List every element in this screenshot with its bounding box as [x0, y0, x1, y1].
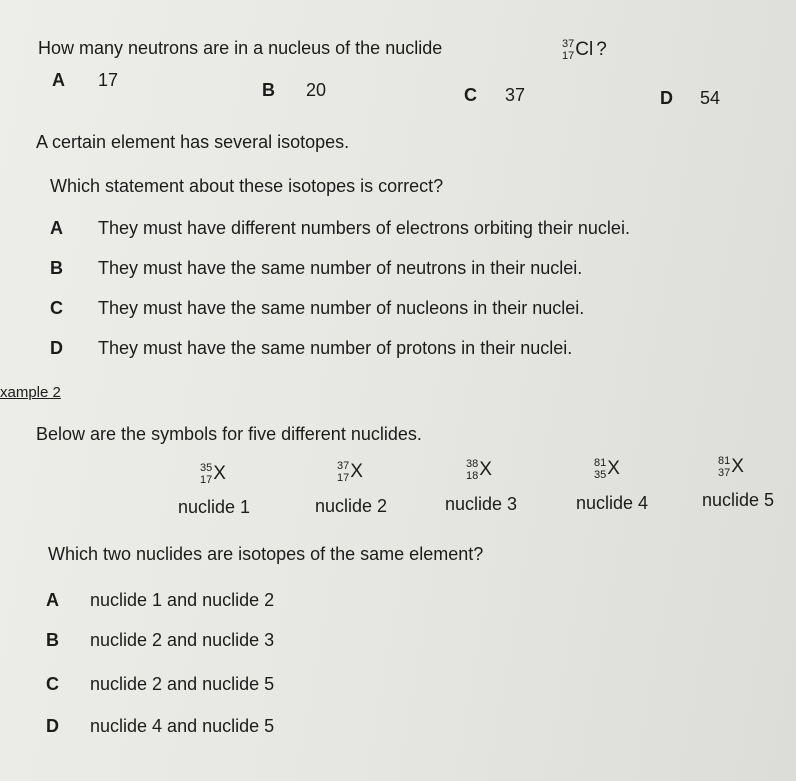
q2-option-d-letter[interactable]: D	[50, 338, 63, 358]
nuclide-4-symbol	[594, 457, 620, 481]
nuclide-2-atomic: 17	[337, 472, 350, 484]
nuclide-5-label: nuclide 5	[702, 490, 775, 510]
nuclide-5-element: X	[731, 456, 744, 477]
q1-option-c-text[interactable]: 37	[505, 85, 526, 105]
nuclide-4-label: nuclide 4	[576, 493, 649, 513]
q1-option-a-letter[interactable]: A	[52, 70, 65, 90]
nuclide-3-symbol	[466, 458, 492, 482]
nuclide-1-atomic: 17	[200, 474, 213, 486]
q2-stem: Which statement about these isotopes is correct?	[50, 176, 444, 196]
nuclide-3-mass: 38	[466, 458, 479, 470]
nuclide-1-symbol	[200, 462, 226, 486]
q1-option-d-letter[interactable]: D	[660, 88, 673, 108]
q3-intro: Below are the symbols for five different nuclides.	[36, 424, 422, 444]
nuclide-1-element: X	[213, 463, 226, 484]
q1-option-c-letter[interactable]: C	[464, 85, 477, 105]
q1-option-b-letter[interactable]: B	[262, 80, 275, 100]
nuclide-3-element: X	[479, 459, 492, 480]
q2-option-a-text[interactable]: They must have different numbers of electrons orbiting their nuclei.	[98, 218, 630, 238]
q1-atomic-number: 17	[562, 50, 575, 62]
q1-stem-text: How many neutrons are in a nucleus of the nuclide	[38, 38, 443, 58]
q2-option-c-text[interactable]: They must have the same number of nucleons in their nuclei.	[98, 298, 585, 318]
nuclide-5-atomic: 37	[718, 467, 731, 479]
q1-stem	[38, 38, 442, 59]
nuclide-3-label: nuclide 3	[445, 494, 518, 514]
q2-option-b-letter[interactable]: B	[50, 258, 63, 278]
q3-option-a-letter[interactable]: A	[46, 590, 59, 610]
q3-option-c-letter[interactable]: C	[46, 674, 59, 694]
q1-mass-number: 37	[562, 38, 575, 50]
q3-stem: Which two nuclides are isotopes of the same element?	[48, 544, 484, 564]
nuclide-3-atomic: 18	[466, 470, 479, 482]
q2-option-c-letter[interactable]: C	[50, 298, 63, 318]
q2-intro: A certain element has several isotopes.	[36, 132, 350, 152]
q1-element-symbol: Cl	[575, 39, 594, 60]
q3-option-b-letter[interactable]: B	[46, 630, 59, 650]
nuclide-2-label: nuclide 2	[315, 496, 388, 516]
nuclide-2-element: X	[350, 461, 363, 482]
q1-option-b-text[interactable]: 20	[306, 80, 327, 100]
q1-nuclide-numbers	[562, 38, 574, 62]
nuclide-4-mass: 81	[594, 457, 607, 469]
q3-option-b-text[interactable]: nuclide 2 and nuclide 3	[90, 630, 275, 650]
nuclide-1-mass: 35	[200, 462, 213, 474]
q2-option-a-letter[interactable]: A	[50, 218, 63, 238]
q3-option-a-text[interactable]: nuclide 1 and nuclide 2	[90, 590, 275, 610]
example-heading: xample 2	[0, 384, 61, 401]
nuclide-5-symbol	[718, 455, 744, 479]
q3-option-d-letter[interactable]: D	[46, 716, 59, 736]
q1-nuclide	[562, 38, 607, 62]
q1-option-d-text[interactable]: 54	[700, 88, 721, 108]
nuclide-5-mass: 81	[718, 455, 731, 467]
q3-option-d-text[interactable]: nuclide 4 and nuclide 5	[90, 716, 275, 736]
q1-option-a-text[interactable]: 17	[98, 70, 119, 90]
nuclide-2-symbol	[337, 460, 363, 484]
q1-question-mark: ?	[596, 39, 607, 60]
nuclide-4-atomic: 35	[594, 469, 607, 481]
q2-option-b-text[interactable]: They must have the same number of neutrons in their nuclei.	[98, 258, 583, 278]
nuclide-4-element: X	[607, 458, 620, 479]
q2-option-d-text[interactable]: They must have the same number of protons in their nuclei.	[98, 338, 573, 358]
nuclide-2-mass: 37	[337, 460, 350, 472]
q3-option-c-text[interactable]: nuclide 2 and nuclide 5	[90, 674, 275, 694]
nuclide-1-label: nuclide 1	[178, 497, 251, 517]
